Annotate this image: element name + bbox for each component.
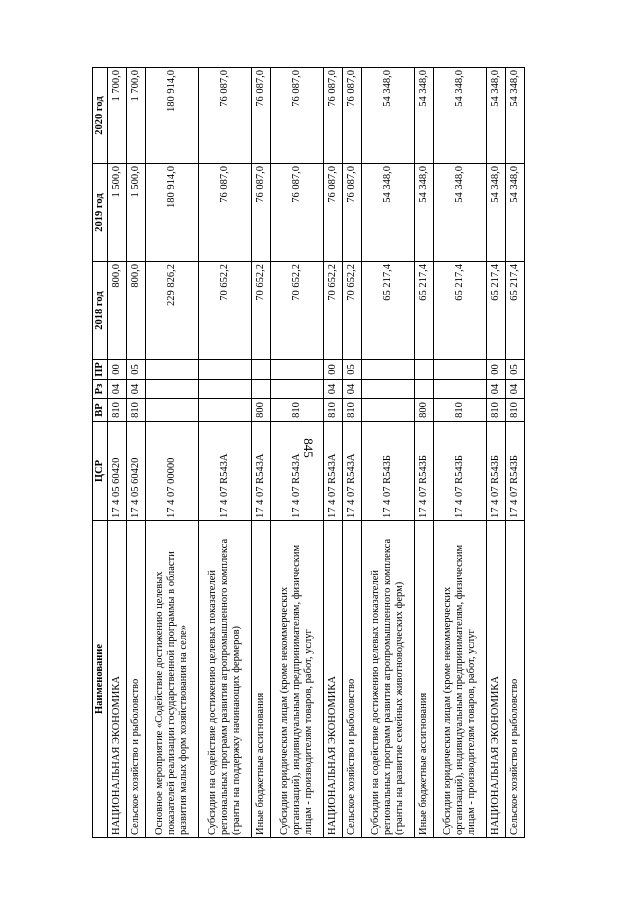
cell-csr: 17 4 07 R543А	[343, 422, 362, 521]
cell-2020: 1 700,0	[108, 68, 127, 164]
cell-vr: 810	[434, 399, 487, 422]
cell-2020: 180 914,0	[145, 68, 198, 164]
cell-csr: 17 4 07 R543Б	[506, 422, 525, 521]
cell-rz: 04	[487, 380, 506, 399]
cell-pr	[145, 360, 198, 380]
cell-name: Сельское хозяйство и рыболовство	[506, 521, 525, 838]
cell-2018: 70 652,2	[252, 262, 271, 360]
cell-csr: 17 4 07 R543Б	[361, 422, 414, 521]
cell-csr: 17 4 07 R543Б	[434, 422, 487, 521]
table-row	[324, 68, 343, 838]
cell-rz	[145, 380, 198, 399]
cell-vr: 810	[487, 399, 506, 422]
cell-rz: 04	[108, 380, 127, 399]
cell-csr: 17 4 07 R543А	[252, 422, 271, 521]
cell-2018: 65 217,4	[487, 262, 506, 360]
cell-rz	[198, 380, 251, 399]
cell-vr	[145, 399, 198, 422]
cell-2020: 76 087,0	[198, 68, 251, 164]
cell-2020: 54 348,0	[415, 68, 434, 164]
table-row	[434, 68, 487, 838]
cell-name: НАЦИОНАЛЬНАЯ ЭКОНОМИКА	[108, 521, 127, 838]
cell-2018: 800,0	[126, 262, 145, 360]
table-row	[126, 68, 145, 838]
cell-vr	[361, 399, 414, 422]
cell-name: НАЦИОНАЛЬНАЯ ЭКОНОМИКА	[324, 521, 343, 838]
cell-2020: 54 348,0	[361, 68, 414, 164]
header-csr: ЦСР	[93, 422, 108, 521]
cell-2019: 180 914,0	[145, 164, 198, 262]
cell-2018: 229 826,2	[145, 262, 198, 360]
cell-2018: 65 217,4	[434, 262, 487, 360]
cell-2020: 54 348,0	[434, 68, 487, 164]
cell-pr: 00	[487, 360, 506, 380]
cell-2020: 76 087,0	[271, 68, 324, 164]
cell-csr: 17 4 07 R543А	[324, 422, 343, 521]
header-row	[93, 68, 108, 838]
page-number: 845	[301, 438, 316, 458]
table-row	[361, 68, 414, 838]
cell-pr	[415, 360, 434, 380]
cell-2020: 1 700,0	[126, 68, 145, 164]
cell-pr: 00	[108, 360, 127, 380]
cell-name: Иные бюджетные ассигнования	[252, 521, 271, 838]
cell-name: НАЦИОНАЛЬНАЯ ЭКОНОМИКА	[487, 521, 506, 838]
cell-rz	[271, 380, 324, 399]
cell-2018: 65 217,4	[506, 262, 525, 360]
budget-table	[92, 67, 525, 838]
cell-2018: 70 652,2	[343, 262, 362, 360]
cell-2019: 76 087,0	[271, 164, 324, 262]
table-row	[415, 68, 434, 838]
table-row	[252, 68, 271, 838]
header-vr: ВР	[93, 399, 108, 422]
cell-2018: 65 217,4	[361, 262, 414, 360]
cell-name: Субсидии на содействие достижению целевых показателей региональных программ развития агропромышленного комплекса (гранты на развитие семейных животноводческих ферм)	[361, 521, 414, 838]
cell-csr: 17 4 07 R543Б	[415, 422, 434, 521]
cell-2019: 76 087,0	[343, 164, 362, 262]
cell-vr: 810	[271, 399, 324, 422]
cell-name: Иные бюджетные ассигнования	[415, 521, 434, 838]
cell-pr	[434, 360, 487, 380]
header-2020: 2020 год	[93, 68, 108, 164]
cell-pr	[271, 360, 324, 380]
cell-csr: 17 4 07 R543А	[271, 422, 324, 521]
header-pr: ПР	[93, 360, 108, 380]
table-row	[271, 68, 324, 838]
header-2019: 2019 год	[93, 164, 108, 262]
header-name: Наименование	[93, 521, 108, 838]
cell-2020: 54 348,0	[506, 68, 525, 164]
cell-name: Субсидии юридическим лицам (кроме некоммерческих организаций), индивидуальным предпринимателям, физическим лицам - производителям товаров, работ, услуг	[271, 521, 324, 838]
cell-name: Субсидии на содействие достижению целевых показателей региональных программ развития агропромышленного комплекса (гранты на поддержку начинающих фермеров)	[198, 521, 251, 838]
cell-csr: 17 4 05 60420	[108, 422, 127, 521]
cell-2018: 70 652,2	[271, 262, 324, 360]
header-2018: 2018 год	[93, 262, 108, 360]
table-row	[506, 68, 525, 838]
cell-pr: 05	[343, 360, 362, 380]
cell-pr	[252, 360, 271, 380]
cell-csr: 17 4 07 R543А	[198, 422, 251, 521]
cell-rz: 04	[506, 380, 525, 399]
cell-2020: 76 087,0	[343, 68, 362, 164]
cell-2018: 70 652,2	[198, 262, 251, 360]
cell-vr: 810	[108, 399, 127, 422]
table-row	[487, 68, 506, 838]
cell-pr	[198, 360, 251, 380]
cell-rz	[415, 380, 434, 399]
cell-2020: 76 087,0	[324, 68, 343, 164]
cell-2019: 54 348,0	[361, 164, 414, 262]
cell-2018: 65 217,4	[415, 262, 434, 360]
cell-csr: 17 4 05 60420	[126, 422, 145, 521]
cell-2019: 54 348,0	[506, 164, 525, 262]
header-rz: Рз	[93, 380, 108, 399]
cell-rz	[252, 380, 271, 399]
cell-pr: 00	[324, 360, 343, 380]
table-row	[108, 68, 127, 838]
cell-name: Сельское хозяйство и рыболовство	[343, 521, 362, 838]
cell-2019: 54 348,0	[487, 164, 506, 262]
cell-pr: 05	[506, 360, 525, 380]
cell-vr: 810	[343, 399, 362, 422]
cell-vr: 810	[506, 399, 525, 422]
cell-name: Основное мероприятие «Содействие достижению целевых показателей реализации государственной программы в области развития малых форм хозяйствования на селе»	[145, 521, 198, 838]
cell-csr: 17 4 07 R543Б	[487, 422, 506, 521]
cell-2020: 54 348,0	[487, 68, 506, 164]
cell-2019: 76 087,0	[198, 164, 251, 262]
table-row	[198, 68, 251, 838]
cell-2018: 800,0	[108, 262, 127, 360]
cell-pr: 05	[126, 360, 145, 380]
cell-2019: 54 348,0	[434, 164, 487, 262]
cell-2019: 76 087,0	[324, 164, 343, 262]
cell-rz: 04	[343, 380, 362, 399]
cell-rz	[361, 380, 414, 399]
cell-rz	[434, 380, 487, 399]
cell-2019: 1 500,0	[108, 164, 127, 262]
cell-pr	[361, 360, 414, 380]
cell-rz: 04	[126, 380, 145, 399]
budget-table-container	[92, 68, 525, 838]
cell-2019: 1 500,0	[126, 164, 145, 262]
cell-vr	[198, 399, 251, 422]
cell-name: Сельское хозяйство и рыболовство	[126, 521, 145, 838]
cell-vr: 810	[324, 399, 343, 422]
cell-name: Субсидии юридическим лицам (кроме некоммерческих организаций), индивидуальным предпринимателям, физическим лицам - производителям товаров, работ, услуг	[434, 521, 487, 838]
cell-csr: 17 4 07 00000	[145, 422, 198, 521]
cell-2020: 76 087,0	[252, 68, 271, 164]
cell-2019: 54 348,0	[415, 164, 434, 262]
table-row	[145, 68, 198, 838]
cell-2019: 76 087,0	[252, 164, 271, 262]
cell-vr: 800	[252, 399, 271, 422]
cell-rz: 04	[324, 380, 343, 399]
cell-vr: 800	[415, 399, 434, 422]
cell-vr: 810	[126, 399, 145, 422]
table-row	[343, 68, 362, 838]
cell-2018: 70 652,2	[324, 262, 343, 360]
